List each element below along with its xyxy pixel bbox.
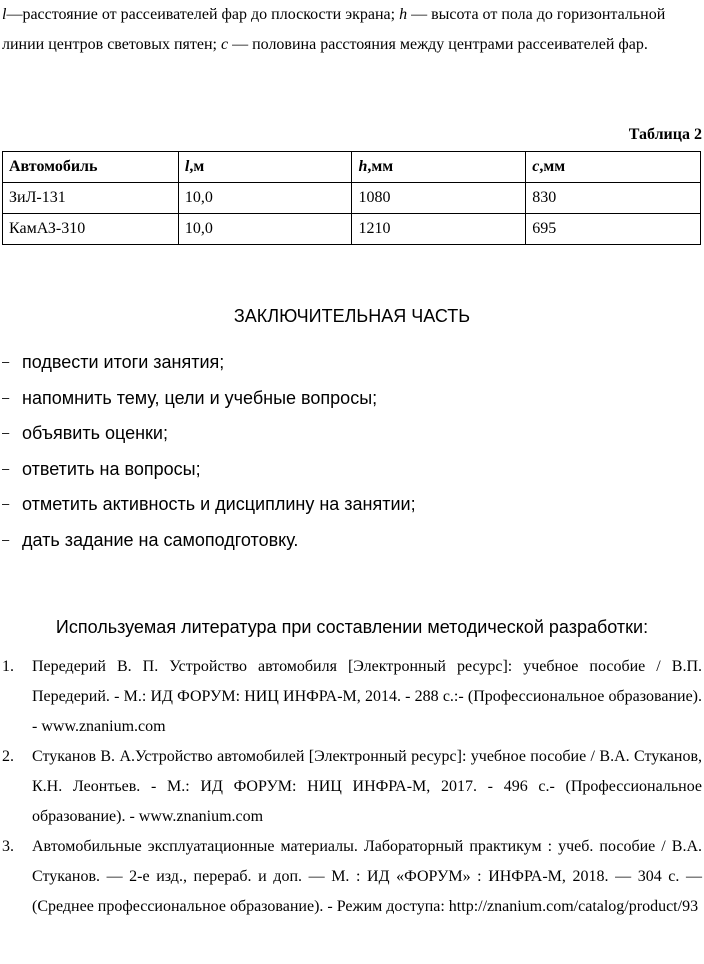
- header-l: l,м: [178, 152, 352, 183]
- h-symbol: h: [399, 6, 408, 23]
- table-cell: 10,0: [178, 183, 352, 214]
- list-item: [0, 652, 702, 742]
- table-cell: 1080: [352, 183, 526, 214]
- l-symbol: l: [2, 6, 7, 23]
- table-cell: КамАЗ-310: [3, 214, 179, 245]
- reference-text: Автомобильные эксплуатационные материалы. Лабораторный практикум : учеб. пособие / В.А. Стуканов. — 2-е изд., перераб. и доп. — М. : ИД «ФОРУМ» : ИНФРА-М, 2018. — 304 с. — (Среднее профессиональное образование). - Режим доступа: http://znanium.com/catalog/product/93: [32, 838, 702, 915]
- dash-bullet: –: [2, 425, 10, 440]
- final-section-list: [0, 345, 416, 558]
- table-row: [3, 183, 701, 214]
- list-item: – объявить оценки;: [0, 416, 416, 452]
- dash-bullet: –: [2, 496, 10, 511]
- c-definition: — половина расстояния между центрами рассеивателей фар.: [228, 36, 648, 53]
- list-item: [0, 832, 702, 922]
- header-vehicle: Автомобиль: [3, 152, 179, 183]
- reference-text: Передерий В. П. Устройство автомобиля [Электронный ресурс]: учебное пособие / В.П. Передерий. - М.: ИД ФОРУМ: НИЦ ИНФРА-М, 2014. - 288 с.:- (Профессиональное образование). - www.znanium.com: [32, 658, 702, 735]
- list-item: [0, 742, 702, 832]
- table-cell: 10,0: [178, 214, 352, 245]
- table-cell: 830: [526, 183, 701, 214]
- l-definition: —расстояние от рассеивателей фар до плоскости экрана;: [6, 6, 400, 23]
- header-c: c,мм: [526, 152, 701, 183]
- list-item: – напомнить тему, цели и учебные вопросы;: [0, 381, 416, 417]
- table-cell: 695: [526, 214, 701, 245]
- dash-bullet: –: [2, 354, 10, 369]
- final-section-heading: ЗАКЛЮЧИТЕЛЬНАЯ ЧАСТЬ: [233, 306, 471, 326]
- h-definition: — высота от пола до горизонтальной линии центров световых пятен;: [2, 6, 666, 53]
- c-symbol: c: [220, 36, 229, 53]
- item-number: 3.: [2, 838, 14, 855]
- headlight-table: [2, 151, 701, 245]
- dash-bullet: –: [2, 531, 10, 547]
- intro-paragraph: [2, 0, 700, 60]
- item-number: 2.: [2, 748, 14, 765]
- item-number: 1.: [2, 658, 14, 675]
- list-item: – подвести итоги занятия;: [0, 345, 416, 381]
- table-caption: Таблица 2: [628, 126, 702, 143]
- list-item: – ответить на вопросы;: [0, 452, 416, 488]
- dash-bullet: –: [2, 460, 10, 476]
- dash-bullet: –: [2, 389, 10, 405]
- list-item: – отметить активность и дисциплину на занятии;: [0, 487, 416, 523]
- table-header-row: [3, 152, 701, 183]
- literature-heading: Используемая литература при составлении методической разработки:: [55, 617, 649, 637]
- header-h: h,мм: [352, 152, 526, 183]
- table-cell: ЗиЛ-131: [3, 183, 179, 214]
- list-item: – дать задание на самоподготовку.: [0, 523, 416, 559]
- reference-text: Стуканов В. А.Устройство автомобилей [Электронный ресурс]: учебное пособие / В.А. Стуканов, К.Н. Леонтьев. - М.: ИД ФОРУМ: НИЦ ИНФРА-М, 2017. - 496 с.- (Профессиональное образование). - www.znanium.com: [32, 748, 702, 825]
- table-row: [3, 214, 701, 245]
- table-cell: 1210: [352, 214, 526, 245]
- literature-list: [0, 652, 702, 922]
